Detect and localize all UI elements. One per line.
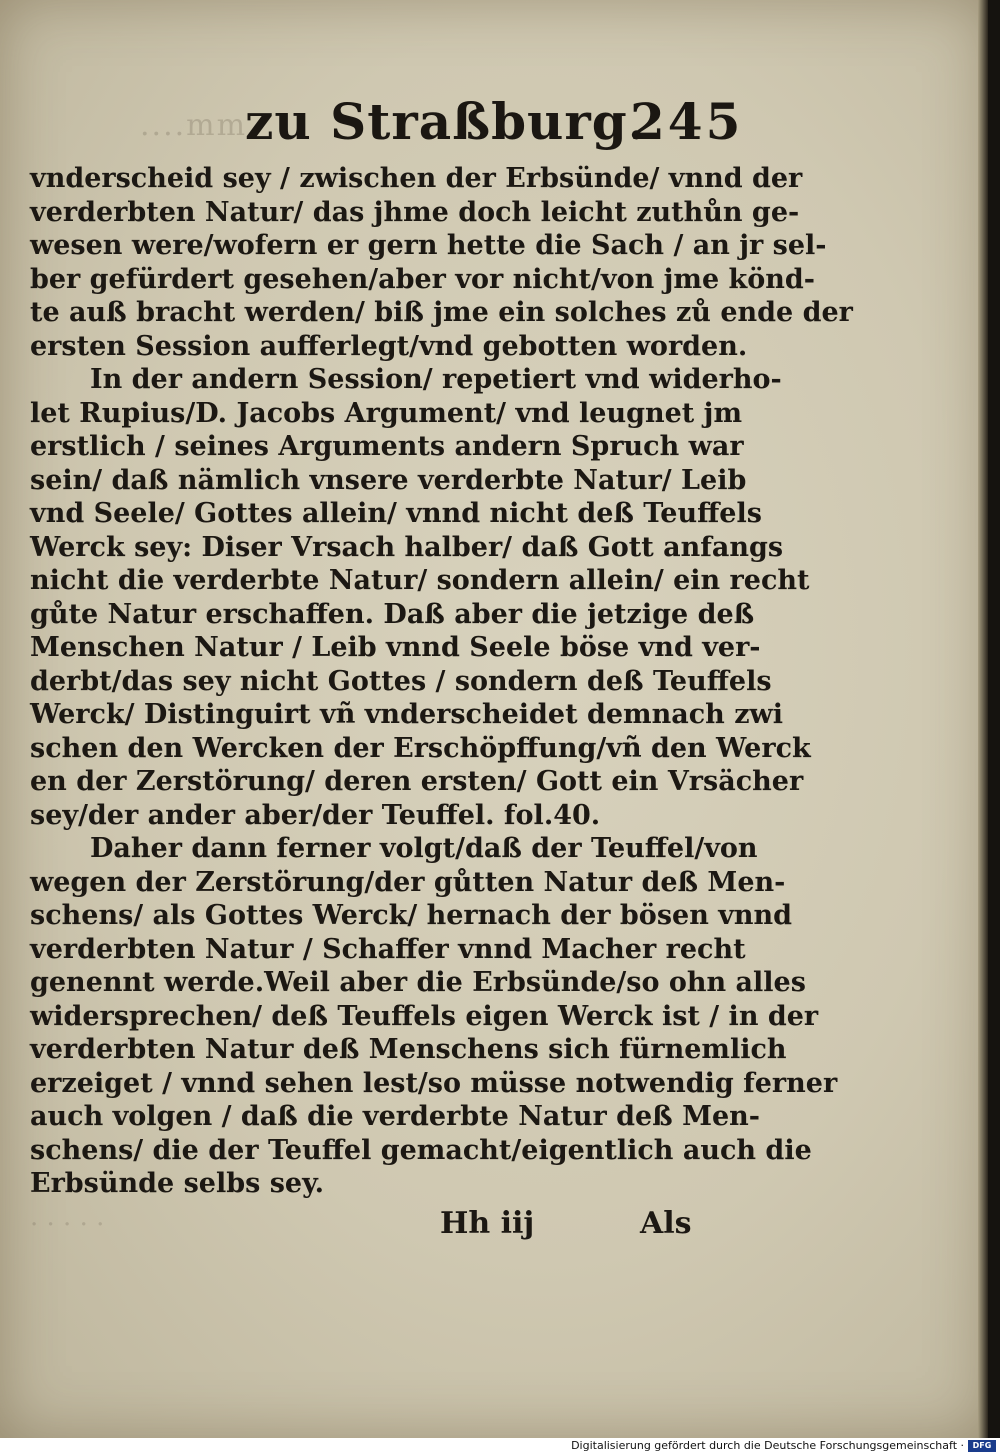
text-line: sein/ daß nämlich vnsere verderbte Natur/ Leib [30,464,747,496]
text-line: wesen were/wofern er gern hette die Sach / an jr sel- [30,230,827,261]
text-line: erzeiget / vnnd sehen lest/so müsse notwendig ferner [30,1067,838,1099]
text-line: let Rupius/D. Jacobs Argument/ vnd leugnet jm [30,397,743,429]
page-header [130,92,750,172]
page-number: 245 [630,92,744,151]
footer-bar [0,1438,1000,1454]
text-line: Erbsünde selbs sey. [30,1168,325,1199]
text-line: verderbten Natur/ das jhme doch leicht zuthůn ge- [30,196,800,228]
text-line: verderbten Natur / Schaffer vnnd Macher recht [30,933,746,965]
text-line: schens/ als Gottes Werck/ hernach der bösen vnnd [30,900,793,931]
text-line: genennt werde.Weil aber die Erbsünde/so ohn alles [30,967,806,998]
text-line: en der Zerstörung/ deren ersten/ Gott ein Vrsächer [30,766,804,797]
text-line: Menschen Natur / Leib vnnd Seele böse vnd ver- [30,632,761,663]
running-head: zu Straßburg. [245,92,647,151]
text-line: ersten Session aufferlegt/vnd gebotten worden. [30,330,748,362]
page-edge-shadow [978,0,988,1438]
text-line: schens/ die der Teuffel gemacht/eigentlich auch die [30,1134,812,1166]
bleed-through-text: ....mm [140,108,248,143]
text-line: schen den Wercken der Erschöpffung/vñ den Werck [30,732,811,764]
text-line: nicht die verderbte Natur/ sondern allein/ ein recht [30,565,810,596]
text-line: sey/der ander aber/der Teuffel. fol.40. [30,799,601,831]
text-line: Werck/ Distinguirt vñ vnderscheidet demnach zwi [30,699,784,730]
text-line: te auß bracht werden/ biß jme ein solches zů ende der [30,297,853,328]
text-line: verderbten Natur deß Menschens sich fürnemlich [30,1034,787,1065]
text-line: derbt/das sey nicht Gottes / sondern deß Teuffels [30,665,772,697]
text-line: gůte Natur erschaffen. Daß aber die jetzige deß [30,598,755,630]
signature-mark: Hh iij [440,1206,535,1241]
text-line: wegen der Zerstörung/der gůtten Natur deß Men- [30,866,786,898]
text-line: vnd Seele/ Gottes allein/ vnnd nicht deß Teuffels [30,498,762,529]
text-line: ber gefürdert gesehen/aber vor nicht/von jme könd- [30,263,815,295]
dfg-logo-icon: DFG [968,1440,996,1452]
funding-credit: Digitalisierung gefördert durch die Deutsche Forschungsgemeinschaft · [571,1439,964,1452]
body-text [30,162,853,1201]
text-line: vnderscheid sey / zwischen der Erbsünde/ vnnd der [30,163,803,194]
paragraph-start-line: In der andern Session/ repetiert vnd widerho- [90,364,782,395]
bleed-through-text: · · · · · [30,1210,105,1240]
text-line: Werck sey: Diser Vrsach halber/ daß Gott anfangs [30,531,784,563]
paragraph-start-line: Daher dann ferner volgt/daß der Teuffel/von [90,833,758,864]
text-line: widersprechen/ deß Teuffels eigen Werck ist / in der [30,1000,819,1032]
text-line: erstlich / seines Arguments andern Spruch war [30,431,744,462]
catchword-line [440,1206,700,1246]
catchword: Als [640,1206,692,1241]
text-line: auch volgen / daß die verderbte Natur deß Men- [30,1101,760,1132]
